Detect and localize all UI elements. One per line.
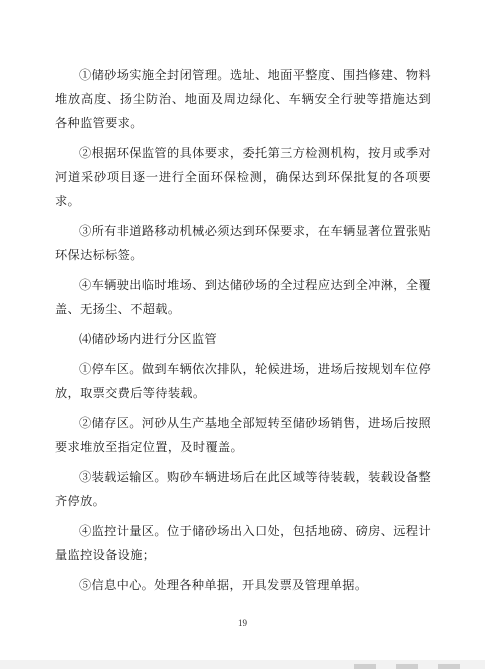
paragraph-5: ①停车区。做到车辆依次排队，轮候进场，进场后按规划车位停放，取票交费后等待装载。 <box>55 362 431 400</box>
paragraph-1: ①储砂场实施全封闭管理。选址、地面平整度、围挡修建、物料堆放高度、扬尘防治、地面及周边绿化、车辆安全行驶等措施达到各种监管要求。 <box>55 68 431 130</box>
viewer-strip-block <box>354 664 376 669</box>
section-heading: ⑷储砂场内进行分区监管 <box>79 332 217 346</box>
viewer-strip-block <box>438 664 460 669</box>
paragraph-6: ②储存区。河砂从生产基地全部短转至储砂场销售，进场后按照要求堆放至指定位置，及时覆盖。 <box>55 416 431 454</box>
page-number: 19 <box>238 618 247 628</box>
paragraph-7: ③装载运输区。购砂车辆进场后在此区域等待装载，装载设备整齐停放。 <box>55 470 431 508</box>
paragraph-9: ⑤信息中心。处理各种单据，开具发票及管理单据。 <box>79 578 368 592</box>
viewer-strip-block <box>396 664 418 669</box>
paragraph-2: ②根据环保监管的具体要求，委托第三方检测机构，按月或季对河道采砂项目逐一进行全面环保检测，确保达到环保批复的各项要求。 <box>55 146 431 208</box>
paragraph-8: ④监控计量区。位于储砂场出入口处，包括地磅、磅房、远程计量监控设备设施； <box>55 524 431 562</box>
paragraph-4: ④车辆驶出临时堆场、到达储砂场的全过程应达到全冲淋，全覆盖、无扬尘、不超载。 <box>55 278 431 316</box>
body-text <box>55 63 431 603</box>
paragraph-3: ③所有非道路移动机械必须达到环保要求，在车辆显著位置张贴环保达标标签。 <box>55 224 431 262</box>
